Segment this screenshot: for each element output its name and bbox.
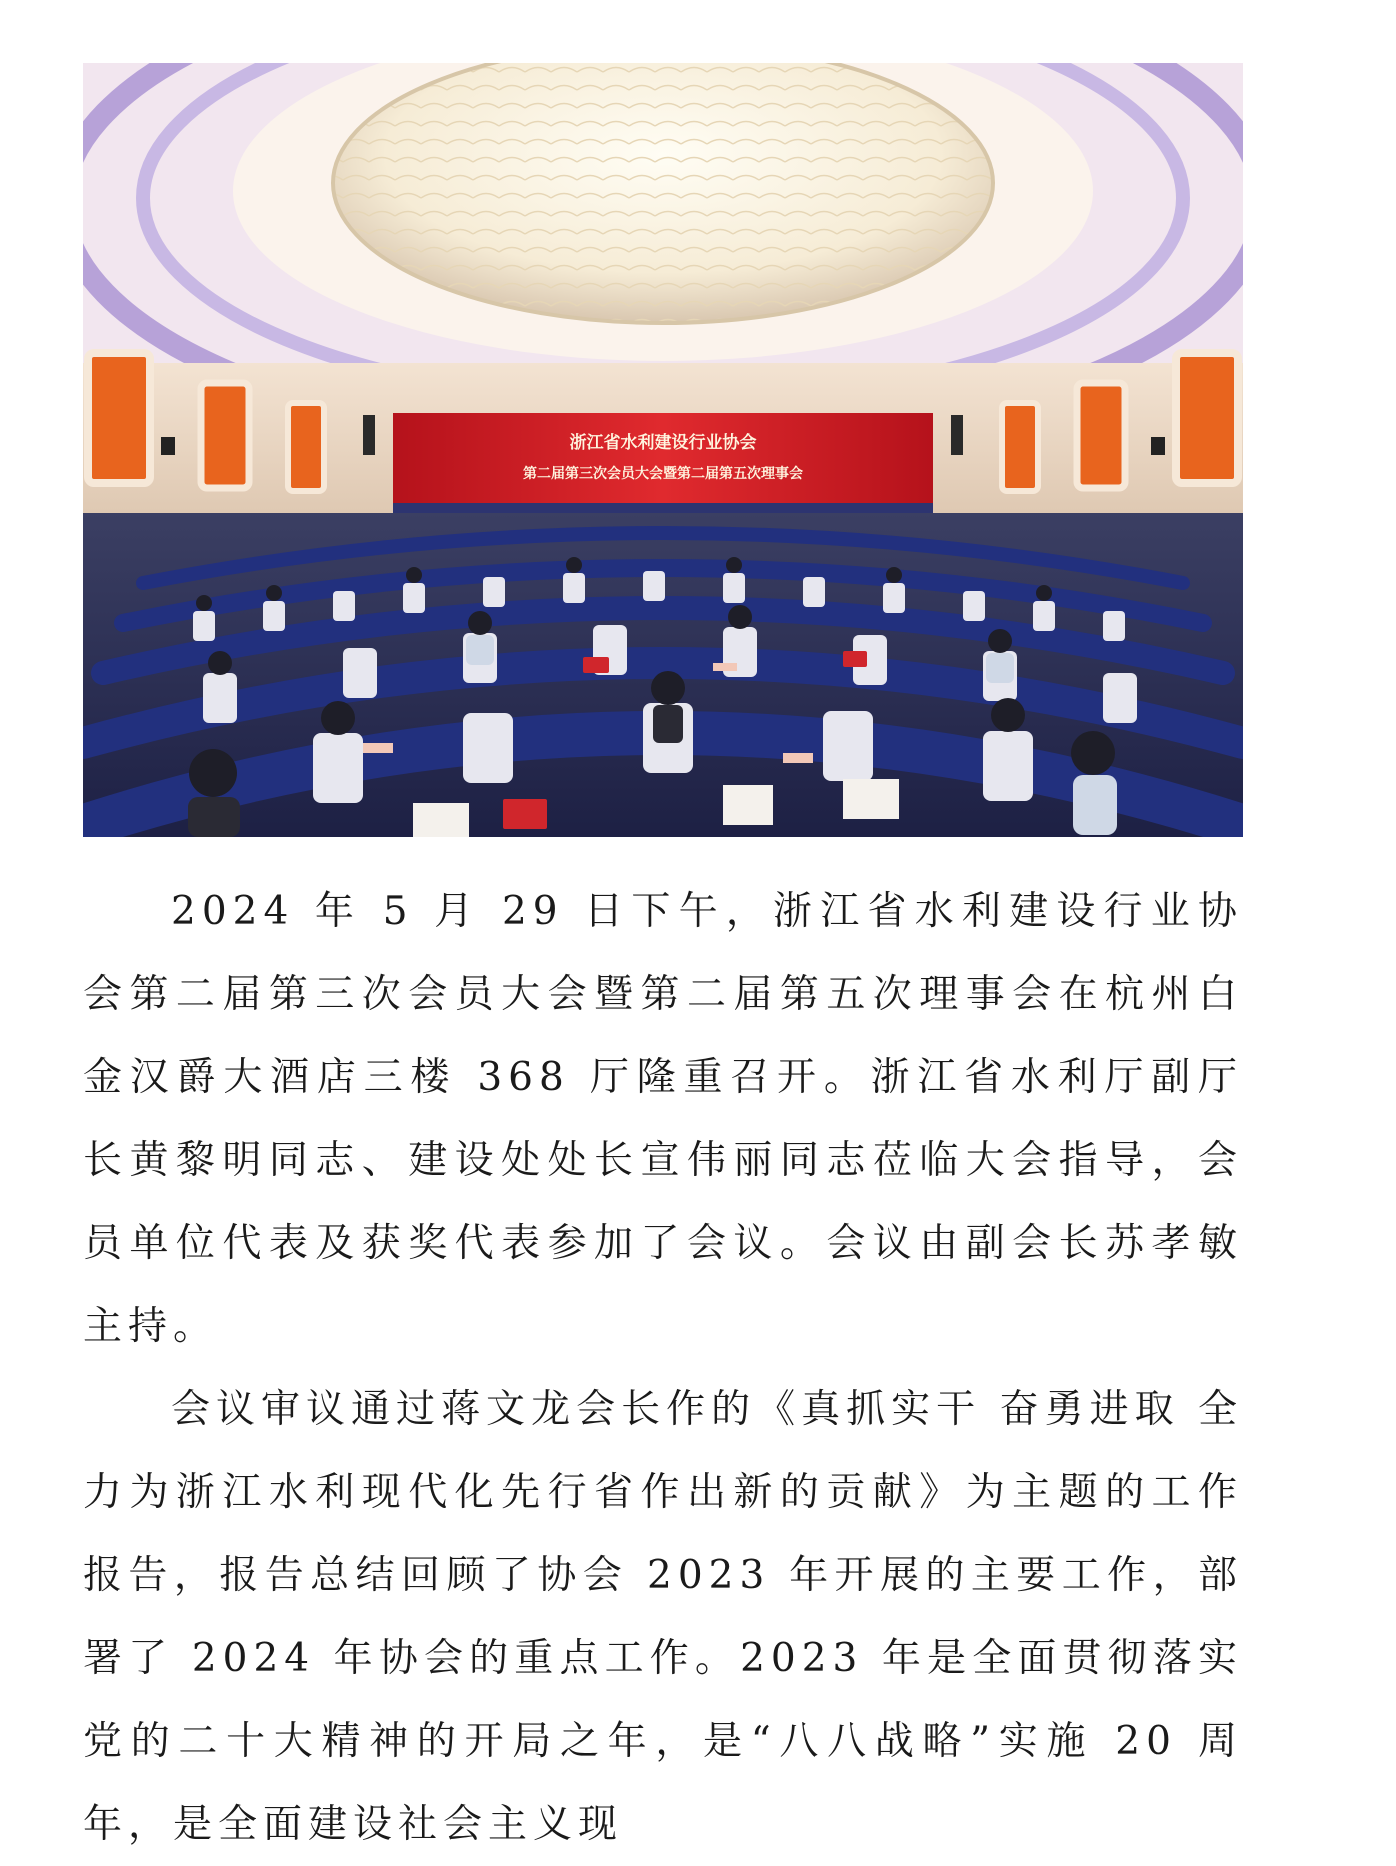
banner-subtitle: 第二届第三次会员大会暨第二届第五次理事会 — [523, 466, 803, 482]
meeting-hall-photo — [83, 63, 1243, 837]
paragraph-1: 2024 年 5 月 29 日下午，浙江省水利建设行业协会第二届第三次会员大会暨第二届第五次理事会在杭州白金汉爵大酒店三楼 368 厅隆重召开。浙江省水利厅副厅长黄黎明同志、建设处处长宣伟丽同志莅临大会指导，会员单位代表及获奖代表参加了会议。会议由副会长苏孝敏主持。 — [83, 889, 1243, 1349]
banner-title: 浙江省水利建设行业协会 — [569, 433, 757, 453]
article-body — [83, 870, 1243, 1866]
paragraph-2: 会议审议通过蒋文龙会长作的《真抓实干 奋勇进取 全力为浙江水利现代化先行省作出新的贡献》为主题的工作报告，报告总结回顾了协会 2023 年开展的主要工作，部署了 2024 年协会的重点工作。2023 年是全面贯彻落实党的二十大精神的开局之年，是“八八战略”实施 20 周年，是全面建设社会主义现 — [83, 1387, 1243, 1847]
